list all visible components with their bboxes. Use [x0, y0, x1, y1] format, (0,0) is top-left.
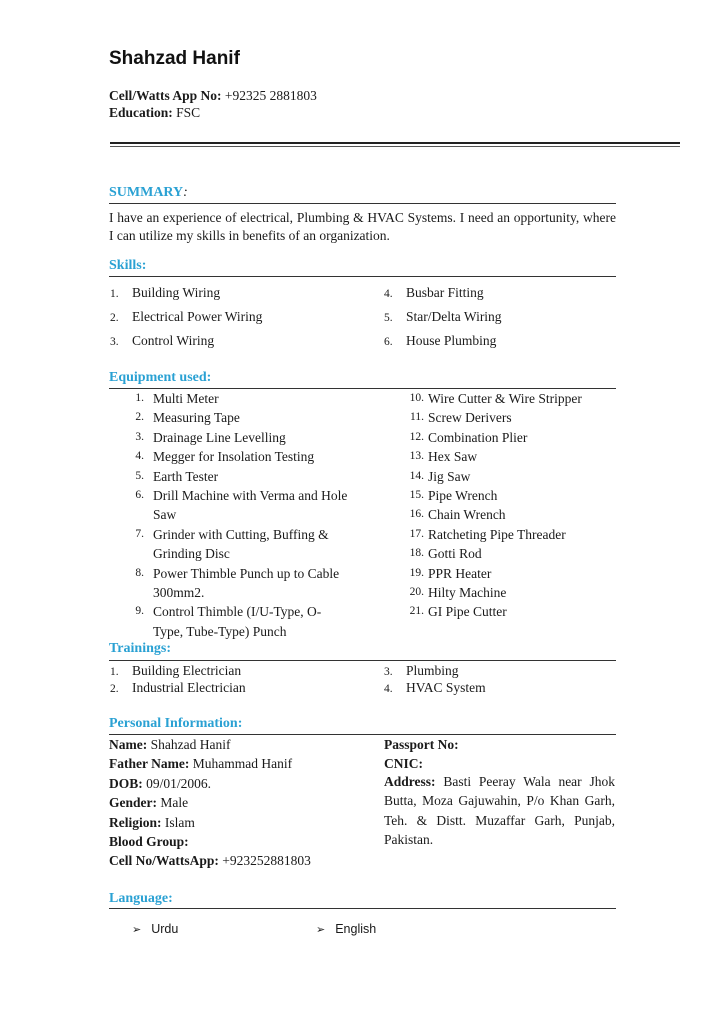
list-item — [110, 679, 246, 696]
arrow-bullet-icon: ➢ — [316, 924, 326, 936]
trainings-rule — [109, 660, 616, 661]
personal-row — [109, 774, 311, 793]
item-label: PPR Heater — [428, 565, 492, 581]
skills-list-right — [384, 284, 502, 356]
item-label: Ratcheting Pipe Threader — [428, 526, 566, 542]
summary-rule — [109, 203, 616, 204]
item-label: Drill Machine with Verma and Hole Saw — [153, 488, 348, 523]
item-number: 7. — [135, 527, 144, 540]
item-label: Chain Wrench — [428, 507, 506, 523]
item-label: Industrial Electrician — [132, 680, 246, 695]
trainings-list-left — [110, 662, 246, 696]
item-label: Building Electrician — [132, 663, 242, 678]
personal-label: Religion: — [109, 814, 162, 830]
item-number: 6. — [135, 489, 144, 501]
address-block — [384, 772, 615, 850]
item-number: 20. — [409, 586, 424, 598]
cnic-label: CNIC: — [384, 756, 423, 771]
arrow-bullet-icon: ➢ — [132, 924, 142, 936]
item-number: 2. — [135, 411, 144, 424]
item-number: 4. — [135, 450, 144, 463]
trainings-list-right — [384, 662, 486, 696]
item-label: Plumbing — [406, 663, 459, 678]
summary-heading: SUMMARY: — [109, 185, 188, 200]
passport-label: Passport No: — [384, 737, 459, 752]
item-number: 12. — [409, 430, 424, 443]
personal-label: Cell No/WattsApp: — [109, 853, 219, 869]
header-divider-thin — [110, 146, 680, 147]
list-item — [384, 308, 502, 332]
language-rule — [109, 908, 616, 909]
item-label: HVAC System — [406, 680, 486, 695]
passport-line — [384, 735, 459, 754]
education-label: Education: — [109, 105, 173, 120]
education-value: FSC — [176, 105, 201, 120]
personal-label: Father Name: — [109, 756, 190, 772]
trainings-heading: Trainings: — [109, 641, 171, 656]
personal-label: Name: — [109, 737, 148, 752]
address-value: Basti Peeray Wala near Jhok Butta, Moza Gajuwahin, P/o Khan Garh, Teh. & Distt. Muzaffar Garh, Punjab, Pakistan. — [384, 774, 615, 848]
phone-line — [109, 88, 317, 104]
item-label: Pipe Wrench — [428, 488, 498, 503]
item-number: 1. — [110, 666, 119, 678]
list-item — [384, 284, 502, 308]
item-label: Measuring Tape — [153, 410, 240, 426]
personal-value: Muhammad Hanif — [192, 756, 293, 772]
skills-list-left — [110, 284, 262, 356]
item-number: 6. — [384, 336, 393, 348]
equipment-heading: Equipment used: — [109, 370, 212, 385]
personal-row — [109, 793, 311, 812]
item-number: 2. — [110, 683, 119, 695]
item-label: GI Pipe Cutter — [428, 604, 507, 620]
item-number: 3. — [110, 336, 119, 348]
item-label: Screw Derivers — [428, 410, 512, 426]
list-item — [110, 662, 246, 679]
item-label: Control Thimble (I/U-Type, O-Type, Tube-Type) Punch — [153, 604, 322, 639]
item-number: 14. — [409, 469, 424, 482]
item-number: 19. — [409, 566, 424, 579]
personal-value: Islam — [164, 814, 195, 830]
item-label: Combination Plier — [428, 429, 528, 445]
list-item — [384, 332, 502, 356]
item-number: 13. — [409, 450, 424, 463]
item-label: Gotti Rod — [428, 546, 482, 562]
item-number: 1. — [135, 392, 144, 404]
personal-label: Gender: — [109, 795, 157, 811]
item-number: 2. — [110, 312, 119, 324]
summary-text: I have an experience of electrical, Plumbing & HVAC Systems. I need an opportunity, where I can utilize my skills in benefits of an organization. — [109, 210, 616, 243]
list-item — [110, 284, 262, 308]
item-label: Power Thimble Punch up to Cable 300mm2. — [153, 565, 340, 600]
item-label: Wire Cutter & Wire Stripper — [428, 391, 582, 406]
personal-row — [109, 735, 311, 754]
item-number: 4. — [384, 683, 393, 695]
header-divider — [110, 142, 680, 144]
item-label: Control Wiring — [132, 333, 215, 348]
personal-row — [109, 832, 311, 851]
personal-details-left — [109, 735, 311, 871]
item-number: 5. — [135, 469, 144, 482]
personal-row — [109, 813, 311, 832]
personal-value: 09/01/2006. — [146, 775, 212, 791]
phone-label: Cell/Watts App No: — [109, 88, 222, 103]
item-label: Grinder with Cutting, Buffing & Grinding Disc — [153, 526, 329, 562]
cnic-line — [384, 754, 423, 773]
personal-row — [109, 851, 311, 870]
language-item-urdu: ➢ Urdu — [132, 922, 179, 936]
personal-value: Shahzad Hanif — [150, 737, 231, 752]
address-label: Address: — [384, 774, 436, 789]
item-number: 4. — [384, 288, 393, 300]
personal-heading: Personal Information: — [109, 716, 243, 731]
item-number: 16. — [409, 508, 424, 521]
item-number: 5. — [384, 312, 393, 324]
skills-heading: Skills: — [109, 258, 147, 273]
item-label: Electrical Power Wiring — [132, 309, 263, 324]
item-label: Drainage Line Levelling — [153, 429, 286, 445]
item-number: 17. — [409, 527, 424, 540]
list-item — [110, 332, 262, 356]
item-number: 11. — [410, 411, 424, 424]
item-label: Hex Saw — [428, 449, 478, 465]
personal-label: Blood Group: — [109, 834, 189, 850]
list-item — [384, 662, 486, 679]
language-item-english: ➢ English — [316, 922, 377, 936]
item-label: House Plumbing — [406, 333, 497, 348]
phone-value: +92325 2881803 — [224, 88, 317, 103]
item-number: 9. — [135, 605, 144, 618]
list-item — [384, 679, 486, 696]
personal-label: DOB: — [109, 775, 143, 791]
list-item — [110, 308, 262, 332]
item-label: Building Wiring — [132, 285, 221, 300]
item-label: Star/Delta Wiring — [406, 309, 502, 324]
item-number: 3. — [384, 666, 393, 678]
item-number: 18. — [409, 547, 424, 560]
item-number: 21. — [409, 605, 424, 618]
item-label: Busbar Fitting — [406, 285, 484, 300]
candidate-name: Shahzad Hanif — [109, 48, 240, 69]
personal-value: +923252881803 — [222, 853, 311, 869]
personal-row — [109, 754, 311, 773]
item-label: Jig Saw — [428, 468, 471, 484]
item-number: 1. — [110, 288, 119, 300]
education-line — [109, 105, 200, 121]
personal-value: Male — [160, 795, 189, 811]
item-label: Multi Meter — [153, 391, 219, 406]
item-number: 15. — [409, 489, 424, 501]
item-number: 10. — [409, 392, 424, 404]
language-heading: Language: — [109, 891, 173, 906]
item-label: Hilty Machine — [428, 585, 507, 600]
item-label: Earth Tester — [153, 468, 219, 484]
item-label: Megger for Insolation Testing — [153, 449, 315, 465]
item-number: 3. — [135, 430, 144, 443]
item-number: 8. — [135, 566, 144, 579]
skills-rule — [109, 276, 616, 277]
